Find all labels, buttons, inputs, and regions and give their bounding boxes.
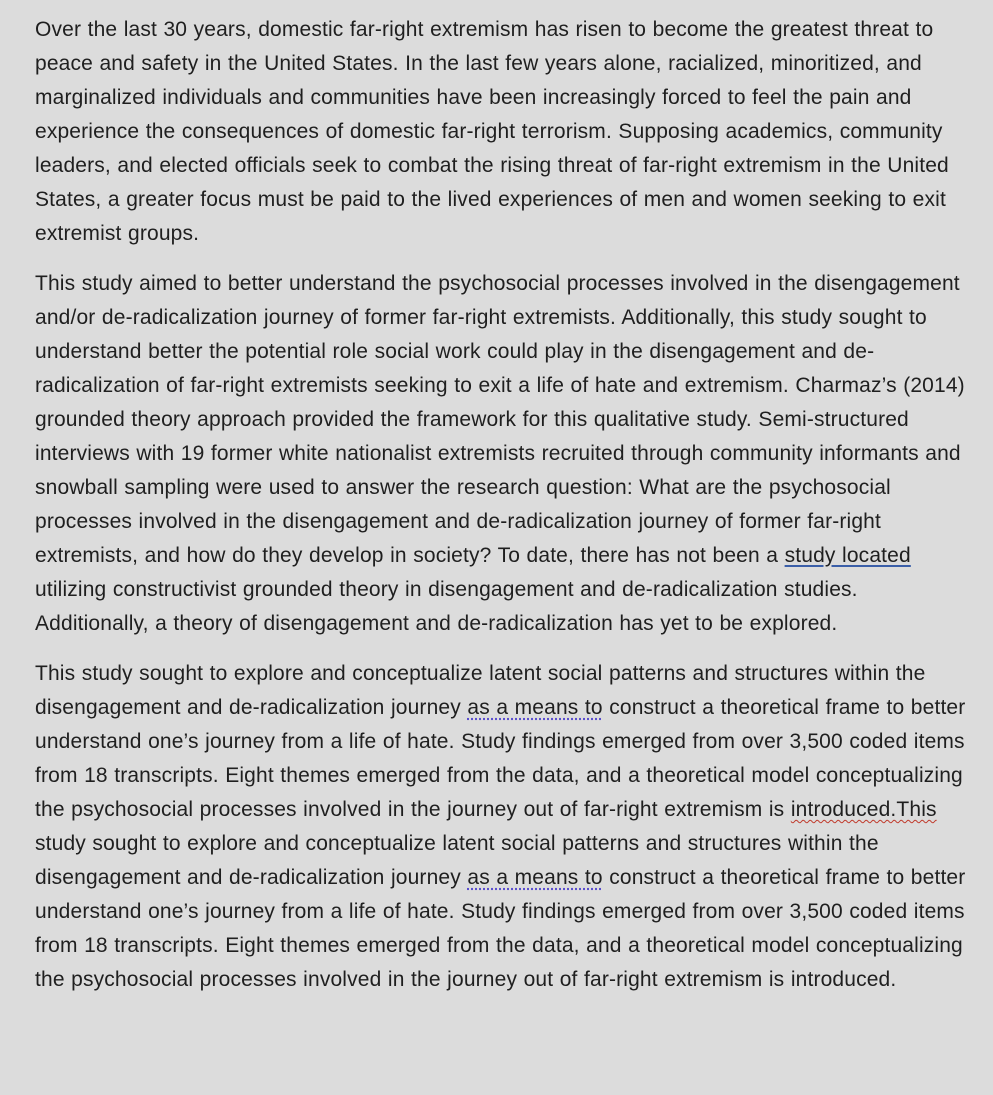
paragraph-study-aim[interactable] (35, 267, 971, 641)
paragraph-introduction[interactable] (35, 13, 971, 251)
paragraph-2-text-end: utilizing constructivist grounded theory in disengagement and de-radicalization studies. Additionally, a theory of disengagement and de-radicalization has yet to be explored. (35, 578, 858, 635)
grammar-suggestion-phrase[interactable]: as a means to (467, 866, 603, 889)
paragraph-3-text-d: construct a theoretical frame to better understand one’s journey from a life of hate. Study findings emerged from over 3,500 coded items from 18 transcripts. Eight themes emerged from the data, and a theoretical model conceptualizing the psychosocial processes involved in the journey out of far-right extremism is introduced. (35, 866, 966, 991)
paragraph-findings[interactable] (35, 657, 971, 997)
paragraph-1-text: Over the last 30 years, domestic far-right extremism has risen to become the greatest threat to peace and safety in the United States. In the last few years alone, racialized, minoritized, and marginalized individuals and communities have been increasingly forced to feel the pain and experience the consequences of domestic far-right terrorism. Supposing academics, community leaders, and elected officials seek to combat the rising threat of far-right extremism in the United States, a greater focus must be paid to the lived experiences of men and women seeking to exit extremist groups. (35, 18, 949, 245)
paragraph-3-text-c: study sought to explore and conceptualize latent social patterns and structures within the disengagement and de-radicalization journey (35, 832, 879, 889)
spelling-error-word[interactable]: introduced.This (790, 798, 937, 821)
paragraph-3-text-a: This study sought to explore and conceptualize latent social patterns and structures within the disengagement and de-radicalization journey (35, 662, 926, 719)
grammar-suggestion-phrase[interactable]: as a means to (467, 696, 603, 719)
underlined-phrase[interactable]: study located (784, 544, 911, 567)
paragraph-2-text-start: This study aimed to better understand the psychosocial processes involved in the disengagement and/or de-radicalization journey of former far-right extremists. Additionally, this study sought to understand better the potential role social work could play in the disengagement and de-radicalization of far-right extremists seeking to exit a life of hate and extremism. Charmaz’s (2014) grounded theory approach provided the framework for this qualitative study. Semi-structured interviews with 19 former white nationalist extremists recruited through community informants and snowball sampling were used to answer the research question: What are the psychosocial processes involved in the disengagement and de-radicalization journey of former far-right extremists, and how do they develop in society? To date, there has not been a (35, 272, 965, 567)
paragraph-3-text-b: construct a theoretical frame to better understand one’s journey from a life of hate. Study findings emerged from over 3,500 coded items from 18 transcripts. Eight themes emerged from the data, and a theoretical model conceptualizing the psychosocial processes involved in the journey out of far-right extremism is (35, 696, 966, 821)
